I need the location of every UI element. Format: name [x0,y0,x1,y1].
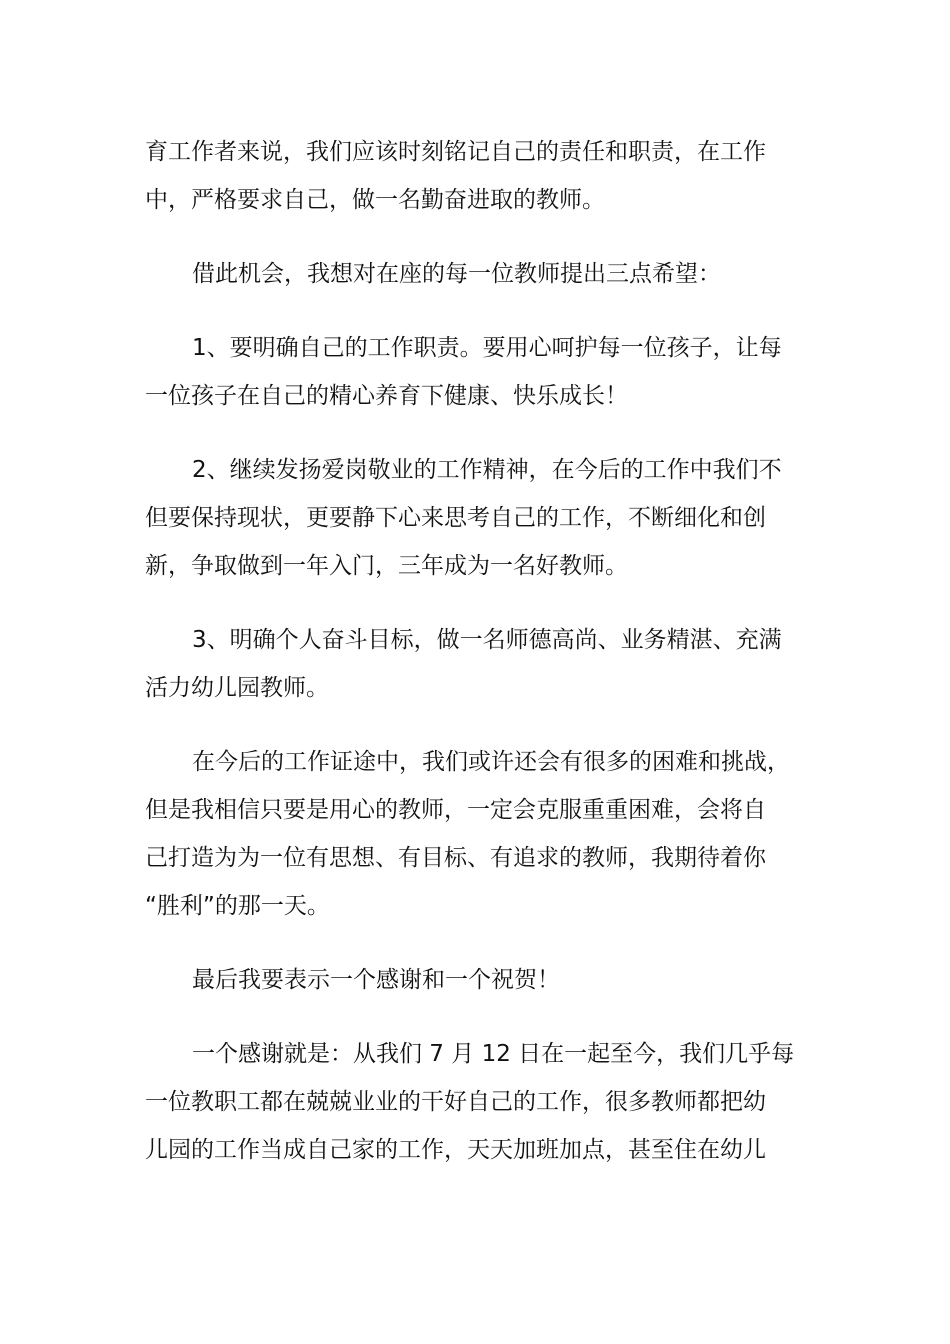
text-line: 但要保持现状，更要静下心来思考自己的工作，不断细化和创 [145,505,766,531]
text-line: 活力幼儿园教师。 [145,675,329,701]
text-line: 1、要明确自己的工作职责。要用心呵护每一位孩子，让每 [192,335,782,361]
document-body [145,128,810,1174]
paragraph-2 [145,250,810,298]
text-line: 一位教职工都在兢兢业业的干好自己的工作，很多教师都把幼 [145,1089,766,1115]
text-line: 育工作者来说，我们应该时刻铭记自己的责任和职责，在工作 [145,139,766,165]
text-line: 新，争取做到一年入门，三年成为一名好教师。 [145,553,628,579]
paragraph-6 [145,738,810,930]
paragraph-5 [145,616,810,712]
paragraph-7 [145,956,810,1004]
text-line: 己打造为为一位有思想、有目标、有追求的教师，我期待着你 [145,845,766,871]
paragraph-8 [145,1030,810,1174]
text-line: 3、明确个人奋斗目标，做一名师德高尚、业务精湛、充满 [192,627,782,653]
text-line: 最后我要表示一个感谢和一个祝贺！ [192,967,560,993]
paragraph-1 [145,128,810,224]
text-line: 在今后的工作证途中，我们或许还会有很多的困难和挑战， [192,749,790,775]
paragraph-3 [145,324,810,420]
paragraph-4 [145,446,810,590]
text-line: 借此机会，我想对在座的每一位教师提出三点希望： [192,261,721,287]
text-line: 儿园的工作当成自己家的工作，天天加班加点，甚至住在幼儿 [145,1137,766,1163]
text-line: 中，严格要求自己，做一名勤奋进取的教师。 [145,187,605,213]
text-line: 一个感谢就是：从我们 7 月 12 日在一起至今，我们几乎每 [192,1041,795,1067]
text-line: “胜利”的那一天。 [145,893,330,919]
text-line: 一位孩子在自己的精心养育下健康、快乐成长！ [145,383,628,409]
text-line: 但是我相信只要是用心的教师，一定会克服重重困难，会将自 [145,797,766,823]
text-line: 2、继续发扬爱岗敬业的工作精神，在今后的工作中我们不 [192,457,782,483]
